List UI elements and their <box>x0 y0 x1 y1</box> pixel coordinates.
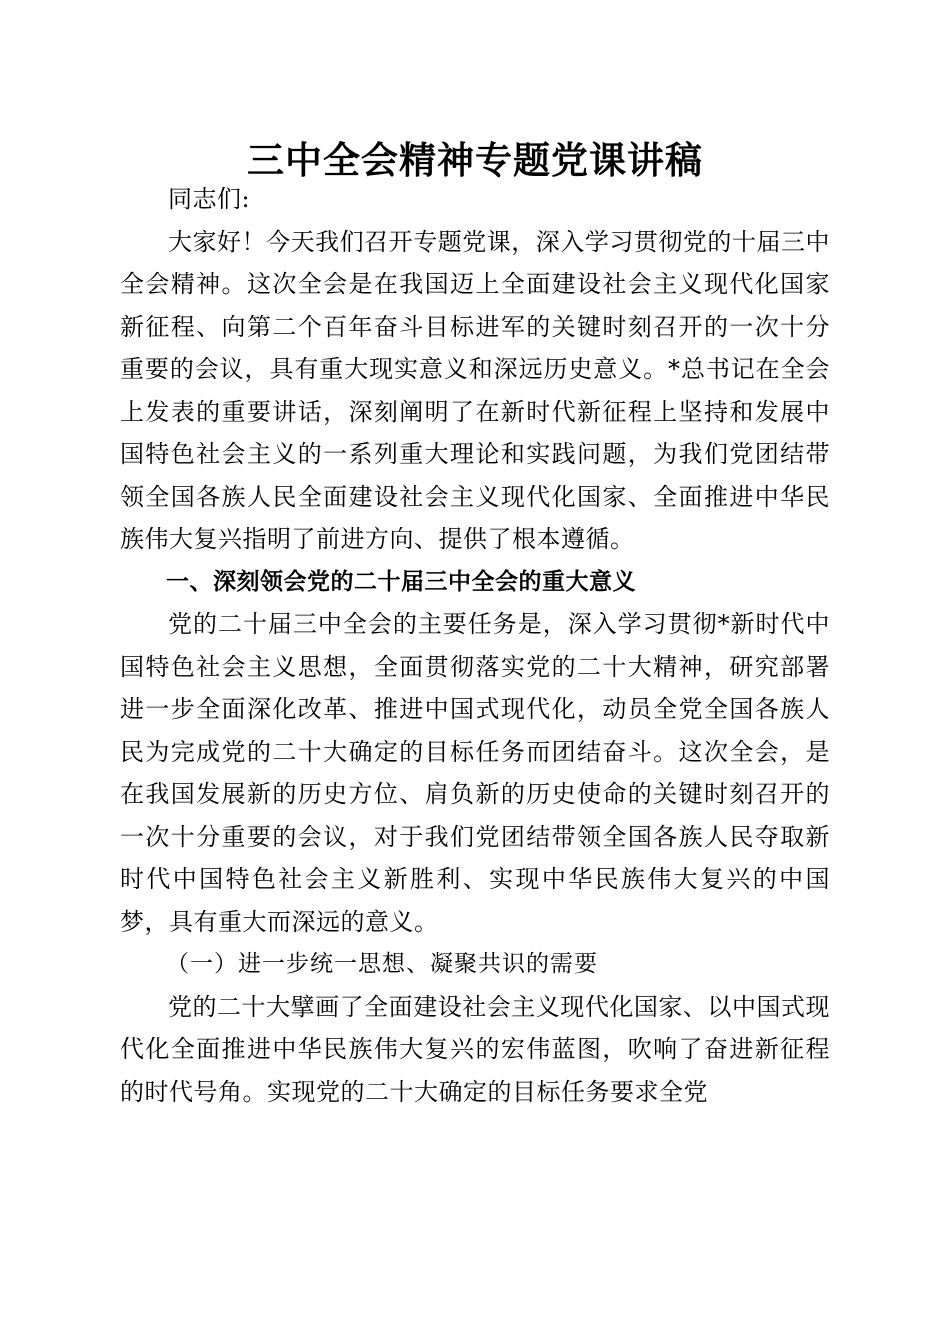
document-title: 三中全会精神专题党课讲稿 <box>247 138 703 182</box>
section-paragraph: 党的二十届三中全会的主要任务是，深入学习贯彻*新时代中国特色社会主义思想，全面贯彻落实党的二十大精神，研究部署进一步全面深化改革、推进中国式现代化，动员全党全国各族人民为完成党的二十大确定的目标任务而团结奋斗。这次全会，是在我国发展新的历史方位、肩负新的历史使命的关键时刻召开的一次十分重要的会议，对于我们党团结带领全国各族人民夺取新时代中国特色社会主义新胜利、实现中华民族伟大复兴的中国梦，具有重大而深远的意义。 <box>120 610 830 936</box>
subsection-heading: （一）进一步统一思想、凝聚共识的需要 <box>166 951 598 977</box>
subsection-paragraph: 党的二十大擘画了全面建设社会主义现代化国家、以中国式现代化全面推进中华民族伟大复兴的宏伟蓝图，吹响了奋进新征程的时代号角。实现党的二十大确定的目标任务要求全党 <box>120 992 830 1106</box>
intro-paragraph: 大家好！今天我们召开专题党课，深入学习贯彻党的十届三中全会精神。这次全会是在我国迈上全面建设社会主义现代化国家新征程、向第二个百年奋斗目标进军的关键时刻召开的一次十分重要的会议，具有重大现实意义和深远历史意义。*总书记在全会上发表的重要讲话，深刻阐明了在新时代新征程上坚持和发展中国特色社会主义的一系列重大理论和实践问题，为我们党团结带领全国各族人民全面建设社会主义现代化国家、全面推进中华民族伟大复兴指明了前进方向、提供了根本遵循。 <box>120 227 830 553</box>
section-heading: 一、深刻领会党的二十届三中全会的重大意义 <box>166 568 636 595</box>
greeting: 同志们: <box>168 185 251 213</box>
document-body <box>120 178 830 1113</box>
